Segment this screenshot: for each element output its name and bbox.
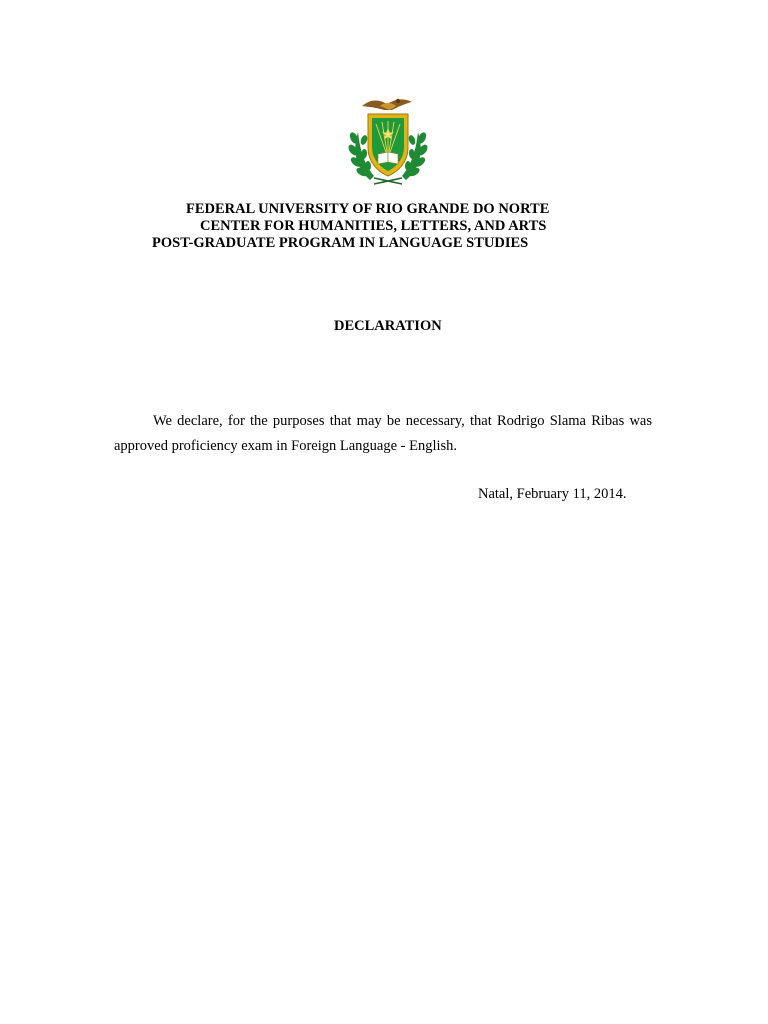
document-title: DECLARATION [334,318,442,334]
book-icon [378,152,398,164]
university-seal-icon [340,92,436,188]
place-date: Natal, February 11, 2014. [478,486,627,502]
eagle-icon [362,99,412,110]
center-name: CENTER FOR HUMANITIES, LETTERS, AND ARTS [200,218,547,234]
declaration-body: We declare, for the purposes that may be necessary, that Rodrigo Slama Ribas was approved proficiency exam in Foreign Language - English. [114,413,652,454]
shield-icon [368,114,408,176]
university-name: FEDERAL UNIVERSITY OF RIO GRANDE DO NORTE [186,201,550,217]
program-name: POST-GRADUATE PROGRAM IN LANGUAGE STUDIES [152,235,529,251]
